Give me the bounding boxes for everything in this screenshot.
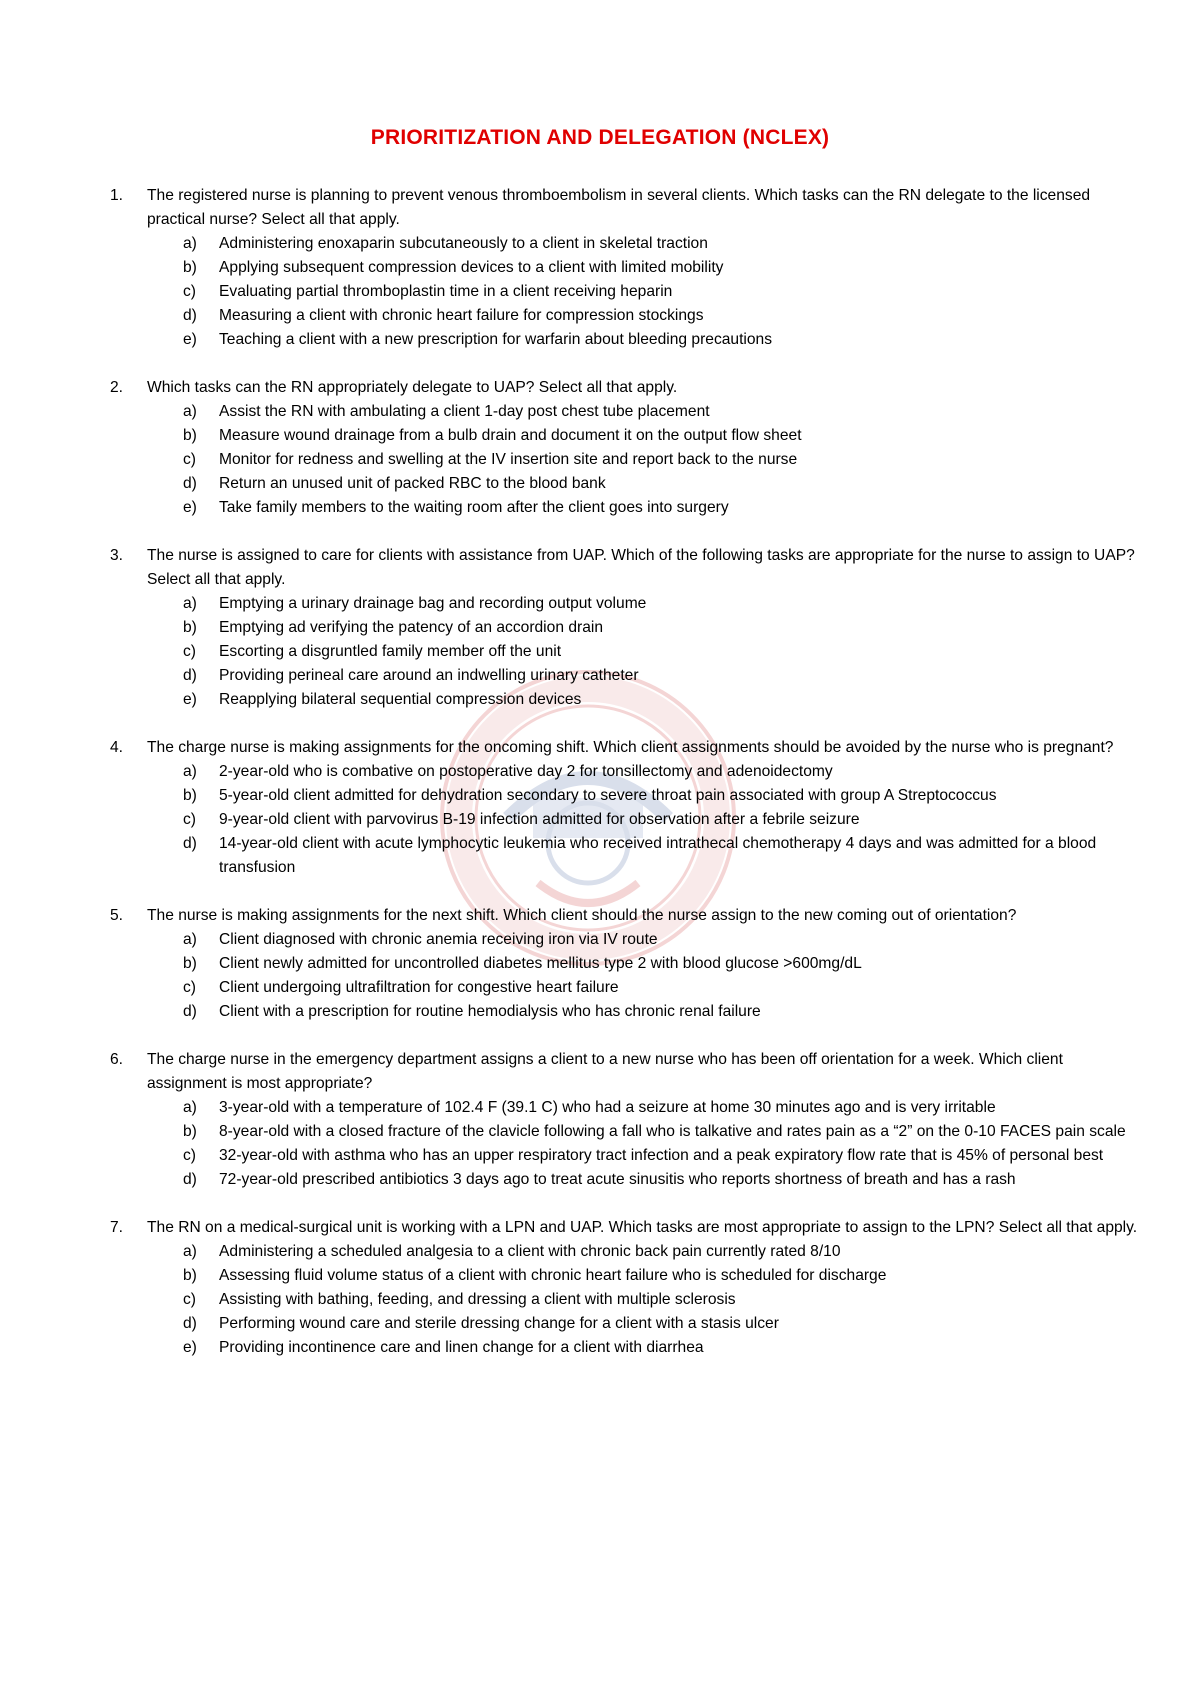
option-letter: c) [183, 643, 196, 660]
option-text: Return an unused unit of packed RBC to the blood bank [219, 475, 606, 492]
question-1 [110, 184, 1140, 352]
option-letter: d) [183, 1315, 197, 1332]
option-a [183, 1096, 1140, 1120]
option-e [183, 328, 1140, 352]
option-letter: e) [183, 1339, 197, 1356]
question-5 [110, 904, 1140, 1024]
option-text: Measuring a client with chronic heart failure for compression stockings [219, 307, 704, 324]
option-list [147, 592, 1140, 712]
option-text: Applying subsequent compression devices to a client with limited mobility [219, 259, 724, 276]
option-text: Reapplying bilateral sequential compression devices [219, 691, 582, 708]
option-text: Assisting with bathing, feeding, and dressing a client with multiple sclerosis [219, 1291, 736, 1308]
option-letter: c) [183, 1291, 196, 1308]
question-number: 3. [110, 547, 124, 564]
option-text: Performing wound care and sterile dressing change for a client with a stasis ulcer [219, 1315, 779, 1332]
question-number: 2. [110, 379, 124, 396]
option-letter: b) [183, 619, 197, 636]
question-text: Which tasks can the RN appropriately delegate to UAP? Select all that apply. [147, 379, 678, 396]
option-d [183, 472, 1140, 496]
question-text: The nurse is assigned to care for clients with assistance from UAP. Which of the following tasks are appropriate for the nurse to assign to UAP? Select all that apply. [147, 547, 1135, 588]
option-text: Providing perineal care around an indwelling urinary catheter [219, 667, 639, 684]
question-number: 1. [110, 187, 124, 204]
option-text: Measure wound drainage from a bulb drain and document it on the output flow sheet [219, 427, 802, 444]
option-a [183, 760, 1140, 784]
option-list [147, 400, 1140, 520]
option-letter: d) [183, 1171, 197, 1188]
option-text: Teaching a client with a new prescription for warfarin about bleeding precautions [219, 331, 773, 348]
option-letter: c) [183, 451, 196, 468]
question-text: The registered nurse is planning to prevent venous thromboembolism in several clients. Which tasks can the RN delegate to the licensed practical nurse? Select all that apply. [147, 187, 1091, 228]
option-d [183, 1168, 1140, 1192]
question-4 [110, 736, 1140, 880]
option-e [183, 688, 1140, 712]
option-e [183, 496, 1140, 520]
option-a [183, 400, 1140, 424]
option-letter: e) [183, 691, 197, 708]
option-text: Evaluating partial thromboplastin time in a client receiving heparin [219, 283, 673, 300]
option-d [183, 664, 1140, 688]
option-letter: a) [183, 931, 197, 948]
question-number: 5. [110, 907, 124, 924]
option-letter: d) [183, 475, 197, 492]
option-c [183, 640, 1140, 664]
option-text: 3-year-old with a temperature of 102.4 F (39.1 C) who had a seizure at home 30 minutes ago and is very irritable [219, 1099, 996, 1116]
option-a [183, 928, 1140, 952]
option-letter: a) [183, 403, 197, 420]
option-b [183, 952, 1140, 976]
option-b [183, 616, 1140, 640]
option-d [183, 304, 1140, 328]
option-text: Escorting a disgruntled family member off the unit [219, 643, 562, 660]
question-number: 4. [110, 739, 124, 756]
option-text: Administering enoxaparin subcutaneously to a client in skeletal traction [219, 235, 708, 252]
option-letter: c) [183, 979, 196, 996]
option-text: Assist the RN with ambulating a client 1-day post chest tube placement [219, 403, 710, 420]
option-b [183, 256, 1140, 280]
option-letter: b) [183, 787, 197, 804]
option-list [147, 232, 1140, 352]
option-text: Providing incontinence care and linen change for a client with diarrhea [219, 1339, 704, 1356]
option-b [183, 1120, 1140, 1144]
option-letter: d) [183, 835, 197, 852]
option-letter: e) [183, 331, 197, 348]
question-3 [110, 544, 1140, 712]
option-letter: e) [183, 499, 197, 516]
option-text: 32-year-old with asthma who has an upper respiratory tract infection and a peak expiratory flow rate that is 45% of personal best [219, 1147, 1104, 1164]
option-a [183, 1240, 1140, 1264]
option-text: Client diagnosed with chronic anemia receiving iron via IV route [219, 931, 658, 948]
option-a [183, 592, 1140, 616]
option-text: 2-year-old who is combative on postoperative day 2 for tonsillectomy and adenoidectomy [219, 763, 833, 780]
question-text: The charge nurse is making assignments for the oncoming shift. Which client assignments should be avoided by the nurse who is pregnant? [147, 739, 1114, 756]
option-text: Client with a prescription for routine hemodialysis who has chronic renal failure [219, 1003, 761, 1020]
option-letter: b) [183, 1123, 197, 1140]
option-list [147, 1240, 1140, 1360]
option-text: Take family members to the waiting room after the client goes into surgery [219, 499, 729, 516]
option-letter: b) [183, 259, 197, 276]
option-c [183, 280, 1140, 304]
option-d [183, 1000, 1140, 1024]
option-text: 72-year-old prescribed antibiotics 3 days ago to treat acute sinusitis who reports shortness of breath and has a rash [219, 1171, 1016, 1188]
option-letter: a) [183, 235, 197, 252]
option-text: 8-year-old with a closed fracture of the clavicle following a fall who is talkative and rates pain as a “2” on the 0-10 FACES pain scale [219, 1123, 1126, 1140]
option-letter: b) [183, 955, 197, 972]
option-text: Administering a scheduled analgesia to a client with chronic back pain currently rated 8/10 [219, 1243, 841, 1260]
option-e [183, 1336, 1140, 1360]
option-list [147, 928, 1140, 1024]
option-letter: d) [183, 667, 197, 684]
document-title: PRIORITIZATION AND DELEGATION (NCLEX) [370, 126, 830, 149]
question-list [110, 184, 1140, 1384]
question-text: The charge nurse in the emergency department assigns a client to a new nurse who has been off orientation for a week. Which client assignment is most appropriate? [147, 1051, 1063, 1092]
question-number: 7. [110, 1219, 124, 1236]
option-text: 9-year-old client with parvovirus B-19 infection admitted for observation after a febrile seizure [219, 811, 860, 828]
option-list [147, 760, 1140, 880]
option-c [183, 448, 1140, 472]
option-letter: c) [183, 811, 196, 828]
option-letter: a) [183, 1243, 197, 1260]
option-text: Assessing fluid volume status of a client with chronic heart failure who is scheduled for discharge [219, 1267, 887, 1284]
question-number: 6. [110, 1051, 124, 1068]
option-b [183, 784, 1140, 808]
option-b [183, 424, 1140, 448]
option-text: Client newly admitted for uncontrolled diabetes mellitus type 2 with blood glucose >600mg/dL [219, 955, 862, 972]
option-text: Emptying a urinary drainage bag and recording output volume [219, 595, 647, 612]
option-c [183, 808, 1140, 832]
option-b [183, 1264, 1140, 1288]
option-text: Monitor for redness and swelling at the IV insertion site and report back to the nurse [219, 451, 798, 468]
option-letter: a) [183, 763, 197, 780]
option-d [183, 832, 1140, 880]
option-letter: c) [183, 1147, 196, 1164]
option-letter: b) [183, 1267, 197, 1284]
option-d [183, 1312, 1140, 1336]
option-text: Emptying ad verifying the patency of an accordion drain [219, 619, 604, 636]
option-letter: c) [183, 283, 196, 300]
option-c [183, 1144, 1140, 1168]
question-text: The nurse is making assignments for the next shift. Which client should the nurse assign to the new coming out of orientation? [147, 907, 1017, 924]
option-letter: a) [183, 1099, 197, 1116]
option-c [183, 1288, 1140, 1312]
question-6 [110, 1048, 1140, 1192]
question-text: The RN on a medical-surgical unit is working with a LPN and UAP. Which tasks are most appropriate to assign to the LPN? Select all that apply. [147, 1219, 1138, 1236]
option-text: 14-year-old client with acute lymphocytic leukemia who received intrathecal chemotherapy 4 days and was admitted for a blood transfusion [219, 835, 1097, 876]
question-7 [110, 1216, 1140, 1360]
option-letter: d) [183, 1003, 197, 1020]
option-text: Client undergoing ultrafiltration for congestive heart failure [219, 979, 619, 996]
option-list [147, 1096, 1140, 1192]
option-letter: a) [183, 595, 197, 612]
option-c [183, 976, 1140, 1000]
option-letter: b) [183, 427, 197, 444]
option-letter: d) [183, 307, 197, 324]
option-a [183, 232, 1140, 256]
option-text: 5-year-old client admitted for dehydration secondary to severe throat pain associated with group A Streptococcus [219, 787, 997, 804]
question-2 [110, 376, 1140, 520]
